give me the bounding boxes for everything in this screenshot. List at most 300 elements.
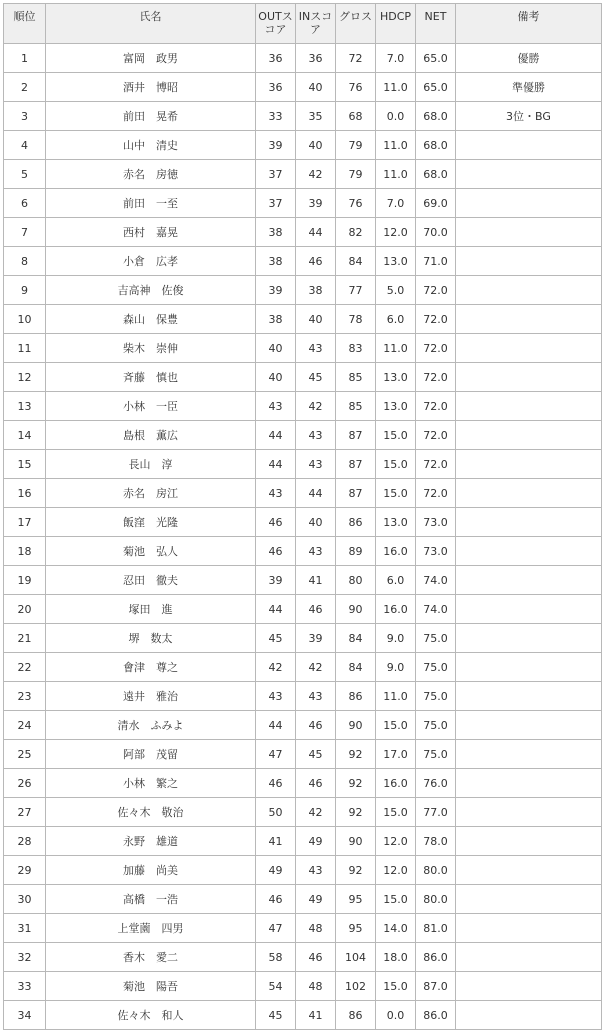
note-cell xyxy=(456,247,602,276)
player-name-cell: 小林 繁之 xyxy=(46,769,256,798)
out-score-cell: 46 xyxy=(256,508,296,537)
rank-cell: 13 xyxy=(4,392,46,421)
hdcp-cell: 17.0 xyxy=(376,740,416,769)
player-name-cell: 忍田 徹夫 xyxy=(46,566,256,595)
gross-cell: 68 xyxy=(336,102,376,131)
rank-cell: 32 xyxy=(4,943,46,972)
hdcp-cell: 15.0 xyxy=(376,479,416,508)
results-table xyxy=(3,3,602,1030)
player-name-cell: 高橋 一浩 xyxy=(46,885,256,914)
gross-cell: 92 xyxy=(336,856,376,885)
table-row xyxy=(4,624,602,653)
gross-cell: 84 xyxy=(336,624,376,653)
net-cell: 69.0 xyxy=(416,189,456,218)
gross-cell: 84 xyxy=(336,247,376,276)
rank-cell: 2 xyxy=(4,73,46,102)
net-cell: 70.0 xyxy=(416,218,456,247)
player-name-cell: 山中 清史 xyxy=(46,131,256,160)
note-cell xyxy=(456,885,602,914)
note-cell xyxy=(456,653,602,682)
out-score-cell: 54 xyxy=(256,972,296,1001)
rank-cell: 20 xyxy=(4,595,46,624)
note-cell xyxy=(456,392,602,421)
hdcp-cell: 6.0 xyxy=(376,566,416,595)
note-cell xyxy=(456,1001,602,1030)
note-cell: 3位・BG xyxy=(456,102,602,131)
hdcp-cell: 18.0 xyxy=(376,943,416,972)
player-name-cell: 遠井 雅治 xyxy=(46,682,256,711)
table-row xyxy=(4,73,602,102)
header-hdcp: HDCP xyxy=(376,4,416,44)
gross-cell: 90 xyxy=(336,711,376,740)
table-row xyxy=(4,914,602,943)
gross-cell: 86 xyxy=(336,1001,376,1030)
out-score-cell: 58 xyxy=(256,943,296,972)
gross-cell: 90 xyxy=(336,595,376,624)
hdcp-cell: 12.0 xyxy=(376,856,416,885)
in-score-cell: 43 xyxy=(296,537,336,566)
in-score-cell: 49 xyxy=(296,827,336,856)
gross-cell: 80 xyxy=(336,566,376,595)
out-score-cell: 47 xyxy=(256,740,296,769)
gross-cell: 92 xyxy=(336,740,376,769)
player-name-cell: 佐々木 敬治 xyxy=(46,798,256,827)
note-cell xyxy=(456,827,602,856)
in-score-cell: 43 xyxy=(296,856,336,885)
table-body xyxy=(4,44,602,1030)
in-score-cell: 45 xyxy=(296,740,336,769)
gross-cell: 84 xyxy=(336,653,376,682)
rank-cell: 5 xyxy=(4,160,46,189)
gross-cell: 92 xyxy=(336,798,376,827)
player-name-cell: 永野 雄道 xyxy=(46,827,256,856)
table-row xyxy=(4,392,602,421)
gross-cell: 87 xyxy=(336,479,376,508)
note-cell xyxy=(456,189,602,218)
net-cell: 72.0 xyxy=(416,479,456,508)
note-cell xyxy=(456,740,602,769)
hdcp-cell: 15.0 xyxy=(376,798,416,827)
gross-cell: 90 xyxy=(336,827,376,856)
table-row xyxy=(4,421,602,450)
out-score-cell: 46 xyxy=(256,885,296,914)
gross-cell: 86 xyxy=(336,682,376,711)
note-cell xyxy=(456,798,602,827)
rank-cell: 19 xyxy=(4,566,46,595)
out-score-cell: 50 xyxy=(256,798,296,827)
player-name-cell: 小林 一臣 xyxy=(46,392,256,421)
player-name-cell: 吉高神 佐俊 xyxy=(46,276,256,305)
table-row xyxy=(4,218,602,247)
player-name-cell: 酒井 博昭 xyxy=(46,73,256,102)
in-score-cell: 44 xyxy=(296,479,336,508)
hdcp-cell: 15.0 xyxy=(376,421,416,450)
rank-cell: 25 xyxy=(4,740,46,769)
out-score-cell: 44 xyxy=(256,711,296,740)
net-cell: 75.0 xyxy=(416,653,456,682)
note-cell xyxy=(456,856,602,885)
in-score-cell: 42 xyxy=(296,653,336,682)
note-cell xyxy=(456,566,602,595)
net-cell: 75.0 xyxy=(416,682,456,711)
hdcp-cell: 14.0 xyxy=(376,914,416,943)
rank-cell: 22 xyxy=(4,653,46,682)
net-cell: 74.0 xyxy=(416,595,456,624)
rank-cell: 23 xyxy=(4,682,46,711)
header-gross: グロス xyxy=(336,4,376,44)
net-cell: 80.0 xyxy=(416,856,456,885)
player-name-cell: 前田 一至 xyxy=(46,189,256,218)
rank-cell: 28 xyxy=(4,827,46,856)
in-score-cell: 39 xyxy=(296,624,336,653)
player-name-cell: 小倉 広孝 xyxy=(46,247,256,276)
gross-cell: 78 xyxy=(336,305,376,334)
in-score-cell: 36 xyxy=(296,44,336,73)
rank-cell: 26 xyxy=(4,769,46,798)
net-cell: 86.0 xyxy=(416,1001,456,1030)
gross-cell: 95 xyxy=(336,914,376,943)
table-row xyxy=(4,769,602,798)
net-cell: 65.0 xyxy=(416,44,456,73)
gross-cell: 87 xyxy=(336,450,376,479)
in-score-cell: 40 xyxy=(296,73,336,102)
note-cell xyxy=(456,711,602,740)
net-cell: 77.0 xyxy=(416,798,456,827)
note-cell xyxy=(456,334,602,363)
rank-cell: 9 xyxy=(4,276,46,305)
player-name-cell: 赤名 房江 xyxy=(46,479,256,508)
table-row xyxy=(4,247,602,276)
player-name-cell: 清水 ふみよ xyxy=(46,711,256,740)
note-cell xyxy=(456,682,602,711)
hdcp-cell: 15.0 xyxy=(376,711,416,740)
hdcp-cell: 13.0 xyxy=(376,363,416,392)
in-score-cell: 46 xyxy=(296,769,336,798)
player-name-cell: 香木 愛二 xyxy=(46,943,256,972)
hdcp-cell: 9.0 xyxy=(376,653,416,682)
note-cell xyxy=(456,276,602,305)
table-row xyxy=(4,102,602,131)
player-name-cell: 塚田 進 xyxy=(46,595,256,624)
out-score-cell: 45 xyxy=(256,1001,296,1030)
out-score-cell: 33 xyxy=(256,102,296,131)
header-out-score: OUTスコア xyxy=(256,4,296,44)
note-cell xyxy=(456,624,602,653)
in-score-cell: 42 xyxy=(296,392,336,421)
note-cell xyxy=(456,218,602,247)
rank-cell: 8 xyxy=(4,247,46,276)
note-cell: 準優勝 xyxy=(456,73,602,102)
rank-cell: 6 xyxy=(4,189,46,218)
out-score-cell: 37 xyxy=(256,189,296,218)
net-cell: 73.0 xyxy=(416,537,456,566)
hdcp-cell: 16.0 xyxy=(376,769,416,798)
player-name-cell: 飯窪 光隆 xyxy=(46,508,256,537)
table-row xyxy=(4,595,602,624)
in-score-cell: 40 xyxy=(296,305,336,334)
player-name-cell: 阿部 茂留 xyxy=(46,740,256,769)
gross-cell: 77 xyxy=(336,276,376,305)
gross-cell: 102 xyxy=(336,972,376,1001)
hdcp-cell: 0.0 xyxy=(376,102,416,131)
net-cell: 75.0 xyxy=(416,711,456,740)
out-score-cell: 42 xyxy=(256,653,296,682)
gross-cell: 76 xyxy=(336,189,376,218)
net-cell: 80.0 xyxy=(416,885,456,914)
net-cell: 72.0 xyxy=(416,392,456,421)
rank-cell: 15 xyxy=(4,450,46,479)
player-name-cell: 菊池 弘人 xyxy=(46,537,256,566)
note-cell: 優勝 xyxy=(456,44,602,73)
table-row xyxy=(4,827,602,856)
rank-cell: 24 xyxy=(4,711,46,740)
rank-cell: 11 xyxy=(4,334,46,363)
gross-cell: 87 xyxy=(336,421,376,450)
hdcp-cell: 13.0 xyxy=(376,508,416,537)
gross-cell: 92 xyxy=(336,769,376,798)
hdcp-cell: 11.0 xyxy=(376,73,416,102)
hdcp-cell: 12.0 xyxy=(376,827,416,856)
net-cell: 72.0 xyxy=(416,276,456,305)
hdcp-cell: 16.0 xyxy=(376,537,416,566)
net-cell: 78.0 xyxy=(416,827,456,856)
player-name-cell: 赤名 房徳 xyxy=(46,160,256,189)
out-score-cell: 40 xyxy=(256,363,296,392)
table-row xyxy=(4,1001,602,1030)
note-cell xyxy=(456,508,602,537)
out-score-cell: 36 xyxy=(256,44,296,73)
in-score-cell: 40 xyxy=(296,508,336,537)
rank-cell: 21 xyxy=(4,624,46,653)
out-score-cell: 38 xyxy=(256,305,296,334)
out-score-cell: 39 xyxy=(256,131,296,160)
table-row xyxy=(4,537,602,566)
out-score-cell: 45 xyxy=(256,624,296,653)
player-name-cell: 柴木 崇伸 xyxy=(46,334,256,363)
table-row xyxy=(4,479,602,508)
gross-cell: 82 xyxy=(336,218,376,247)
gross-cell: 72 xyxy=(336,44,376,73)
in-score-cell: 42 xyxy=(296,798,336,827)
table-row xyxy=(4,160,602,189)
rank-cell: 3 xyxy=(4,102,46,131)
hdcp-cell: 0.0 xyxy=(376,1001,416,1030)
out-score-cell: 49 xyxy=(256,856,296,885)
hdcp-cell: 13.0 xyxy=(376,392,416,421)
note-cell xyxy=(456,421,602,450)
out-score-cell: 41 xyxy=(256,827,296,856)
table-row xyxy=(4,189,602,218)
net-cell: 86.0 xyxy=(416,943,456,972)
gross-cell: 83 xyxy=(336,334,376,363)
player-name-cell: 島根 薫広 xyxy=(46,421,256,450)
note-cell xyxy=(456,595,602,624)
rank-cell: 17 xyxy=(4,508,46,537)
gross-cell: 104 xyxy=(336,943,376,972)
net-cell: 72.0 xyxy=(416,305,456,334)
table-row xyxy=(4,305,602,334)
out-score-cell: 44 xyxy=(256,450,296,479)
table-row xyxy=(4,653,602,682)
out-score-cell: 44 xyxy=(256,595,296,624)
rank-cell: 7 xyxy=(4,218,46,247)
hdcp-cell: 11.0 xyxy=(376,682,416,711)
hdcp-cell: 7.0 xyxy=(376,189,416,218)
in-score-cell: 39 xyxy=(296,189,336,218)
rank-cell: 1 xyxy=(4,44,46,73)
out-score-cell: 39 xyxy=(256,276,296,305)
net-cell: 75.0 xyxy=(416,624,456,653)
hdcp-cell: 5.0 xyxy=(376,276,416,305)
table-row xyxy=(4,508,602,537)
gross-cell: 85 xyxy=(336,363,376,392)
rank-cell: 31 xyxy=(4,914,46,943)
gross-cell: 95 xyxy=(336,885,376,914)
player-name-cell: 前田 晃希 xyxy=(46,102,256,131)
player-name-cell: 佐々木 和人 xyxy=(46,1001,256,1030)
table-row xyxy=(4,363,602,392)
in-score-cell: 46 xyxy=(296,247,336,276)
player-name-cell: 斉藤 慎也 xyxy=(46,363,256,392)
in-score-cell: 43 xyxy=(296,682,336,711)
out-score-cell: 46 xyxy=(256,537,296,566)
net-cell: 75.0 xyxy=(416,740,456,769)
table-row xyxy=(4,943,602,972)
in-score-cell: 48 xyxy=(296,914,336,943)
table-header xyxy=(4,4,602,44)
out-score-cell: 39 xyxy=(256,566,296,595)
gross-cell: 79 xyxy=(336,131,376,160)
table-row xyxy=(4,566,602,595)
rank-cell: 18 xyxy=(4,537,46,566)
net-cell: 65.0 xyxy=(416,73,456,102)
note-cell xyxy=(456,943,602,972)
header-in-score: INスコア xyxy=(296,4,336,44)
header-name: 氏名 xyxy=(46,4,256,44)
note-cell xyxy=(456,160,602,189)
net-cell: 81.0 xyxy=(416,914,456,943)
net-cell: 72.0 xyxy=(416,450,456,479)
in-score-cell: 41 xyxy=(296,1001,336,1030)
table-row xyxy=(4,798,602,827)
in-score-cell: 43 xyxy=(296,334,336,363)
player-name-cell: 會津 尊之 xyxy=(46,653,256,682)
rank-cell: 14 xyxy=(4,421,46,450)
hdcp-cell: 15.0 xyxy=(376,885,416,914)
hdcp-cell: 7.0 xyxy=(376,44,416,73)
out-score-cell: 46 xyxy=(256,769,296,798)
rank-cell: 29 xyxy=(4,856,46,885)
out-score-cell: 43 xyxy=(256,479,296,508)
net-cell: 72.0 xyxy=(416,363,456,392)
header-row xyxy=(4,4,602,44)
in-score-cell: 43 xyxy=(296,421,336,450)
note-cell xyxy=(456,131,602,160)
net-cell: 68.0 xyxy=(416,131,456,160)
table-row xyxy=(4,44,602,73)
out-score-cell: 38 xyxy=(256,247,296,276)
player-name-cell: 長山 淳 xyxy=(46,450,256,479)
hdcp-cell: 12.0 xyxy=(376,218,416,247)
rank-cell: 16 xyxy=(4,479,46,508)
rank-cell: 12 xyxy=(4,363,46,392)
table-row xyxy=(4,972,602,1001)
header-rank: 順位 xyxy=(4,4,46,44)
player-name-cell: 上堂薗 四男 xyxy=(46,914,256,943)
in-score-cell: 42 xyxy=(296,160,336,189)
net-cell: 74.0 xyxy=(416,566,456,595)
net-cell: 71.0 xyxy=(416,247,456,276)
player-name-cell: 堺 数太 xyxy=(46,624,256,653)
net-cell: 68.0 xyxy=(416,160,456,189)
out-score-cell: 43 xyxy=(256,392,296,421)
note-cell xyxy=(456,450,602,479)
hdcp-cell: 6.0 xyxy=(376,305,416,334)
in-score-cell: 49 xyxy=(296,885,336,914)
player-name-cell: 加藤 尚美 xyxy=(46,856,256,885)
table-row xyxy=(4,682,602,711)
hdcp-cell: 15.0 xyxy=(376,972,416,1001)
in-score-cell: 46 xyxy=(296,595,336,624)
net-cell: 72.0 xyxy=(416,334,456,363)
table-row xyxy=(4,740,602,769)
in-score-cell: 38 xyxy=(296,276,336,305)
in-score-cell: 43 xyxy=(296,450,336,479)
note-cell xyxy=(456,479,602,508)
in-score-cell: 40 xyxy=(296,131,336,160)
note-cell xyxy=(456,305,602,334)
hdcp-cell: 11.0 xyxy=(376,131,416,160)
in-score-cell: 46 xyxy=(296,711,336,740)
in-score-cell: 45 xyxy=(296,363,336,392)
net-cell: 76.0 xyxy=(416,769,456,798)
hdcp-cell: 13.0 xyxy=(376,247,416,276)
gross-cell: 85 xyxy=(336,392,376,421)
gross-cell: 89 xyxy=(336,537,376,566)
out-score-cell: 40 xyxy=(256,334,296,363)
out-score-cell: 37 xyxy=(256,160,296,189)
table-row xyxy=(4,711,602,740)
rank-cell: 4 xyxy=(4,131,46,160)
table-row xyxy=(4,334,602,363)
note-cell xyxy=(456,537,602,566)
table-row xyxy=(4,885,602,914)
gross-cell: 86 xyxy=(336,508,376,537)
player-name-cell: 菊池 陽吾 xyxy=(46,972,256,1001)
in-score-cell: 44 xyxy=(296,218,336,247)
net-cell: 72.0 xyxy=(416,421,456,450)
net-cell: 73.0 xyxy=(416,508,456,537)
table-row xyxy=(4,276,602,305)
note-cell xyxy=(456,914,602,943)
net-cell: 87.0 xyxy=(416,972,456,1001)
hdcp-cell: 9.0 xyxy=(376,624,416,653)
rank-cell: 30 xyxy=(4,885,46,914)
in-score-cell: 41 xyxy=(296,566,336,595)
out-score-cell: 36 xyxy=(256,73,296,102)
table-row xyxy=(4,856,602,885)
rank-cell: 10 xyxy=(4,305,46,334)
player-name-cell: 西村 嘉晃 xyxy=(46,218,256,247)
header-note: 備考 xyxy=(456,4,602,44)
out-score-cell: 43 xyxy=(256,682,296,711)
table-row xyxy=(4,131,602,160)
out-score-cell: 38 xyxy=(256,218,296,247)
gross-cell: 79 xyxy=(336,160,376,189)
player-name-cell: 富岡 政男 xyxy=(46,44,256,73)
rank-cell: 33 xyxy=(4,972,46,1001)
note-cell xyxy=(456,972,602,1001)
